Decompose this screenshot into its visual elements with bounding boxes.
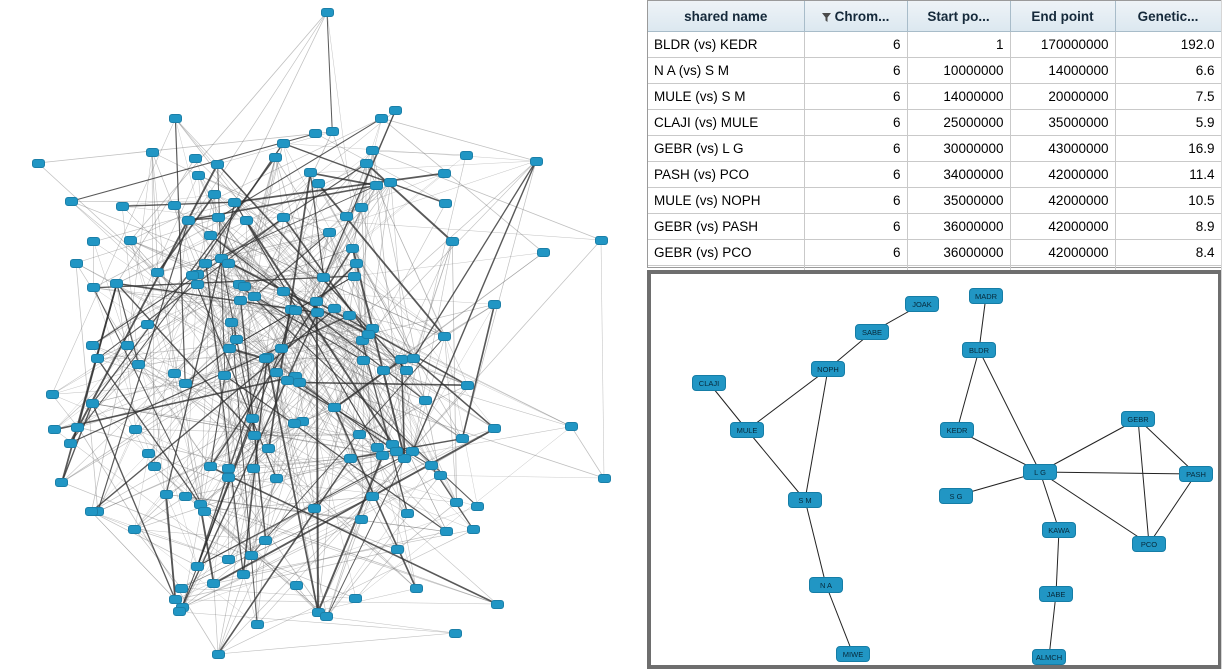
table-row[interactable] (648, 84, 1221, 110)
network-node[interactable] (218, 371, 231, 380)
network-node[interactable] (146, 148, 159, 157)
network-node[interactable] (191, 562, 204, 571)
table-cell-chrom[interactable]: 6 (804, 110, 907, 136)
network-node[interactable] (277, 287, 290, 296)
network-node[interactable] (446, 237, 459, 246)
network-node[interactable] (598, 474, 611, 483)
network-node[interactable] (132, 360, 145, 369)
table-cell-chrom[interactable]: 6 (804, 162, 907, 188)
subnetwork-node-pash[interactable]: PASH (1179, 466, 1213, 482)
network-node[interactable] (328, 403, 341, 412)
subnetwork-node-kawa[interactable]: KAWA (1042, 522, 1076, 538)
network-node[interactable] (225, 318, 238, 327)
table-cell-name[interactable]: GEBR (vs) L G (648, 136, 804, 162)
network-node[interactable] (377, 366, 390, 375)
network-node[interactable] (348, 272, 361, 281)
network-node[interactable] (362, 330, 375, 339)
network-node[interactable] (595, 236, 608, 245)
column-header-label: Genetic... (1137, 8, 1199, 24)
network-node[interactable] (46, 390, 59, 399)
network-node[interactable] (326, 127, 339, 136)
network-node[interactable] (222, 555, 235, 564)
network-node[interactable] (142, 449, 155, 458)
network-node[interactable] (230, 335, 243, 344)
table-cell-genetic[interactable]: 8.9 (1115, 214, 1221, 240)
subnetwork-node-madr[interactable]: MADR (969, 288, 1003, 304)
table-cell-start[interactable]: 10000000 (907, 58, 1010, 84)
network-node[interactable] (353, 430, 366, 439)
network-node[interactable] (461, 381, 474, 390)
table-row[interactable] (648, 110, 1221, 136)
subnetwork-node-jabe[interactable]: JABE (1039, 586, 1073, 602)
network-node[interactable] (346, 244, 359, 253)
network-node[interactable] (425, 461, 438, 470)
table-cell-chrom[interactable]: 6 (804, 84, 907, 110)
network-node[interactable] (128, 525, 141, 534)
network-node[interactable] (288, 419, 301, 428)
network-node[interactable] (32, 159, 45, 168)
table-cell-name[interactable]: BLDR (vs) KEDR (648, 32, 804, 58)
table-header-row (648, 1, 1221, 32)
table-cell-chrom[interactable]: 6 (804, 240, 907, 266)
table-cell-genetic[interactable]: 8.4 (1115, 240, 1221, 266)
network-node[interactable] (192, 171, 205, 180)
subnetwork-node-sm[interactable]: S M (788, 492, 822, 508)
subnetwork-node-almch[interactable]: ALMCH (1032, 649, 1066, 665)
network-node[interactable] (141, 320, 154, 329)
network-node[interactable] (87, 283, 100, 292)
network-node[interactable] (247, 464, 260, 473)
filter-icon[interactable] (822, 13, 831, 22)
network-node[interactable] (340, 212, 353, 221)
table-cell-chrom[interactable]: 6 (804, 32, 907, 58)
network-node[interactable] (438, 169, 451, 178)
table-cell-genetic[interactable]: 192.0 (1115, 32, 1221, 58)
table-cell-name[interactable]: GEBR (vs) PCO (648, 240, 804, 266)
column-header-genetic[interactable] (1115, 1, 1221, 32)
table-cell-start[interactable]: 36000000 (907, 240, 1010, 266)
network-node[interactable] (228, 198, 241, 207)
network-node[interactable] (355, 515, 368, 524)
network-node[interactable] (308, 504, 321, 513)
table-row[interactable] (648, 188, 1221, 214)
network-node[interactable] (349, 594, 362, 603)
table-row[interactable] (648, 32, 1221, 58)
network-node[interactable] (440, 527, 453, 536)
network-node[interactable] (277, 213, 290, 222)
network-node[interactable] (312, 179, 325, 188)
network-node[interactable] (179, 379, 192, 388)
network-node[interactable] (277, 139, 290, 148)
network-node[interactable] (317, 273, 330, 282)
subnetwork-node-noph[interactable]: NOPH (811, 361, 845, 377)
network-node[interactable] (400, 366, 413, 375)
network-node[interactable] (168, 201, 181, 210)
network-node[interactable] (450, 498, 463, 507)
network-node[interactable] (116, 202, 129, 211)
network-node[interactable] (71, 423, 84, 432)
network-node[interactable] (366, 492, 379, 501)
network-node[interactable] (223, 344, 236, 353)
network-node[interactable] (311, 308, 324, 317)
table-cell-name[interactable]: PASH (vs) PCO (648, 162, 804, 188)
subnetwork-node-claji[interactable]: CLAJI (692, 375, 726, 391)
column-header-shared-name[interactable] (648, 1, 804, 32)
subnetwork-node-kedr[interactable]: KEDR (940, 422, 974, 438)
network-node[interactable] (262, 444, 275, 453)
table-cell-chrom[interactable]: 6 (804, 188, 907, 214)
column-header-end-point[interactable] (1010, 1, 1115, 32)
network-node[interactable] (488, 300, 501, 309)
table-cell-genetic[interactable]: 10.5 (1115, 188, 1221, 214)
network-node[interactable] (182, 216, 195, 225)
subnetwork-node-joak[interactable]: JOAK (905, 296, 939, 312)
network-node[interactable] (389, 106, 402, 115)
network-node[interactable] (65, 197, 78, 206)
network-node[interactable] (240, 216, 253, 225)
network-node[interactable] (222, 473, 235, 482)
column-header-label: Chrom... (834, 8, 890, 24)
table-cell-start[interactable]: 35000000 (907, 188, 1010, 214)
network-node[interactable] (208, 190, 221, 199)
network-node[interactable] (357, 356, 370, 365)
network-node[interactable] (467, 525, 480, 534)
column-header-label: shared name (684, 8, 768, 24)
table-cell-start[interactable]: 1 (907, 32, 1010, 58)
network-node[interactable] (198, 507, 211, 516)
table-cell-end[interactable]: 14000000 (1010, 58, 1115, 84)
table-cell-genetic[interactable]: 7.5 (1115, 84, 1221, 110)
subnetwork-node-bldr[interactable]: BLDR (962, 342, 996, 358)
table-cell-end[interactable]: 170000000 (1010, 32, 1115, 58)
table-cell-genetic[interactable]: 11.4 (1115, 162, 1221, 188)
table-row[interactable] (648, 214, 1221, 240)
network-node[interactable] (488, 424, 501, 433)
table-cell-name[interactable]: N A (vs) S M (648, 58, 804, 84)
network-node[interactable] (293, 378, 306, 387)
subnetwork-node-sg[interactable]: S G (939, 488, 973, 504)
network-node[interactable] (189, 154, 202, 163)
network-node[interactable] (344, 454, 357, 463)
network-node[interactable] (439, 199, 452, 208)
table-cell-end[interactable]: 42000000 (1010, 240, 1115, 266)
table-cell-chrom[interactable]: 6 (804, 58, 907, 84)
network-node[interactable] (438, 332, 451, 341)
network-node[interactable] (70, 259, 83, 268)
network-node[interactable] (169, 595, 182, 604)
network-node[interactable] (186, 271, 199, 280)
table-cell-end[interactable]: 20000000 (1010, 84, 1115, 110)
network-node[interactable] (245, 551, 258, 560)
network-node[interactable] (173, 607, 186, 616)
network-node[interactable] (246, 414, 259, 423)
table-cell-end[interactable]: 42000000 (1010, 188, 1115, 214)
network-node[interactable] (251, 620, 264, 629)
network-node[interactable] (401, 509, 414, 518)
network-node[interactable] (460, 151, 473, 160)
network-node[interactable] (87, 237, 100, 246)
table-row[interactable] (648, 58, 1221, 84)
network-node[interactable] (179, 492, 192, 501)
network-node[interactable] (48, 425, 61, 434)
table-cell-end[interactable]: 35000000 (1010, 110, 1115, 136)
network-node[interactable] (222, 259, 235, 268)
network-node[interactable] (343, 311, 356, 320)
network-node[interactable] (395, 355, 408, 364)
network-node[interactable] (55, 478, 68, 487)
network-node[interactable] (270, 474, 283, 483)
network-node[interactable] (211, 160, 224, 169)
network-node[interactable] (289, 306, 302, 315)
network-node[interactable] (237, 570, 250, 579)
network-node[interactable] (110, 279, 123, 288)
column-header-chromosome[interactable] (804, 1, 907, 32)
table-cell-chrom[interactable]: 6 (804, 136, 907, 162)
network-node[interactable] (360, 159, 373, 168)
table-cell-name[interactable]: MULE (vs) NOPH (648, 188, 804, 214)
table-cell-end[interactable]: 43000000 (1010, 136, 1115, 162)
subnetwork-node-na[interactable]: N A (809, 577, 843, 593)
column-header-start-point[interactable] (907, 1, 1010, 32)
network-node[interactable] (456, 434, 469, 443)
edge-table-panel[interactable] (647, 0, 1222, 268)
network-node[interactable] (350, 259, 363, 268)
network-node[interactable] (191, 280, 204, 289)
network-node[interactable] (175, 584, 188, 593)
network-node[interactable] (355, 203, 368, 212)
network-node[interactable] (168, 369, 181, 378)
table-cell-genetic[interactable]: 6.6 (1115, 58, 1221, 84)
network-node[interactable] (449, 629, 462, 638)
network-node[interactable] (371, 443, 384, 452)
network-node[interactable] (86, 341, 99, 350)
table-cell-chrom[interactable]: 6 (804, 214, 907, 240)
network-node[interactable] (391, 545, 404, 554)
table-cell-end[interactable]: 42000000 (1010, 214, 1115, 240)
network-node[interactable] (320, 612, 333, 621)
network-node[interactable] (323, 228, 336, 237)
table-cell-name[interactable]: CLAJI (vs) MULE (648, 110, 804, 136)
network-node[interactable] (310, 297, 323, 306)
network-node[interactable] (148, 462, 161, 471)
network-node[interactable] (64, 439, 77, 448)
table-cell-name[interactable]: MULE (vs) S M (648, 84, 804, 110)
network-node[interactable] (85, 507, 98, 516)
table-cell-start[interactable]: 34000000 (907, 162, 1010, 188)
network-node[interactable] (259, 354, 272, 363)
network-node[interactable] (248, 431, 261, 440)
network-node[interactable] (160, 490, 173, 499)
network-node[interactable] (270, 368, 283, 377)
table-cell-genetic[interactable]: 5.9 (1115, 110, 1221, 136)
network-node[interactable] (375, 114, 388, 123)
table-cell-start[interactable]: 36000000 (907, 214, 1010, 240)
network-node[interactable] (269, 153, 282, 162)
network-node[interactable] (234, 296, 247, 305)
subnetwork-node-pco[interactable]: PCO (1132, 536, 1166, 552)
network-node[interactable] (248, 292, 261, 301)
network-node[interactable] (328, 304, 341, 313)
network-node[interactable] (321, 8, 334, 17)
table-cell-name[interactable]: GEBR (vs) PASH (648, 214, 804, 240)
network-node[interactable] (121, 341, 134, 350)
subnetwork-node-miwe[interactable]: MIWE (836, 646, 870, 662)
column-header-label: Start po... (927, 8, 990, 24)
table-row[interactable] (648, 240, 1221, 266)
subnetwork-node-lg[interactable]: L G (1023, 464, 1057, 480)
subnetwork-view[interactable] (647, 270, 1222, 669)
network-node[interactable] (419, 396, 432, 405)
network-node[interactable] (222, 464, 235, 473)
table-cell-start[interactable]: 14000000 (907, 84, 1010, 110)
network-node[interactable] (151, 268, 164, 277)
subnetwork-node-gebr[interactable]: GEBR (1121, 411, 1155, 427)
network-node[interactable] (434, 471, 447, 480)
subnetwork-node-sabe[interactable]: SABE (855, 324, 889, 340)
table-cell-genetic[interactable]: 16.9 (1115, 136, 1221, 162)
table-row[interactable] (648, 136, 1221, 162)
network-node[interactable] (390, 447, 403, 456)
network-node[interactable] (530, 157, 543, 166)
network-node[interactable] (565, 422, 578, 431)
network-node[interactable] (537, 248, 550, 257)
network-node[interactable] (204, 231, 217, 240)
network-node[interactable] (212, 650, 225, 659)
network-node[interactable] (169, 114, 182, 123)
network-node[interactable] (304, 168, 317, 177)
network-node[interactable] (212, 213, 225, 222)
network-node[interactable] (370, 181, 383, 190)
table-cell-end[interactable]: 42000000 (1010, 162, 1115, 188)
network-node[interactable] (384, 178, 397, 187)
network-node[interactable] (407, 354, 420, 363)
network-node[interactable] (199, 259, 212, 268)
network-node[interactable] (207, 579, 220, 588)
column-header-label: End point (1031, 8, 1094, 24)
network-node[interactable] (129, 425, 142, 434)
network-node[interactable] (86, 399, 99, 408)
network-node[interactable] (491, 600, 504, 609)
subnetwork-node-mule[interactable]: MULE (730, 422, 764, 438)
network-node[interactable] (410, 584, 423, 593)
network-node[interactable] (471, 502, 484, 511)
network-node[interactable] (290, 581, 303, 590)
table-row[interactable] (648, 162, 1221, 188)
network-node[interactable] (309, 129, 322, 138)
network-node[interactable] (366, 146, 379, 155)
network-node[interactable] (376, 451, 389, 460)
network-node[interactable] (124, 236, 137, 245)
edge-table[interactable] (648, 1, 1222, 292)
subnetwork-nodes (651, 274, 1218, 665)
network-node[interactable] (91, 354, 104, 363)
network-node[interactable] (204, 462, 217, 471)
network-node[interactable] (259, 536, 272, 545)
table-cell-start[interactable]: 25000000 (907, 110, 1010, 136)
table-cell-start[interactable]: 30000000 (907, 136, 1010, 162)
network-node[interactable] (275, 344, 288, 353)
network-node[interactable] (238, 282, 251, 291)
